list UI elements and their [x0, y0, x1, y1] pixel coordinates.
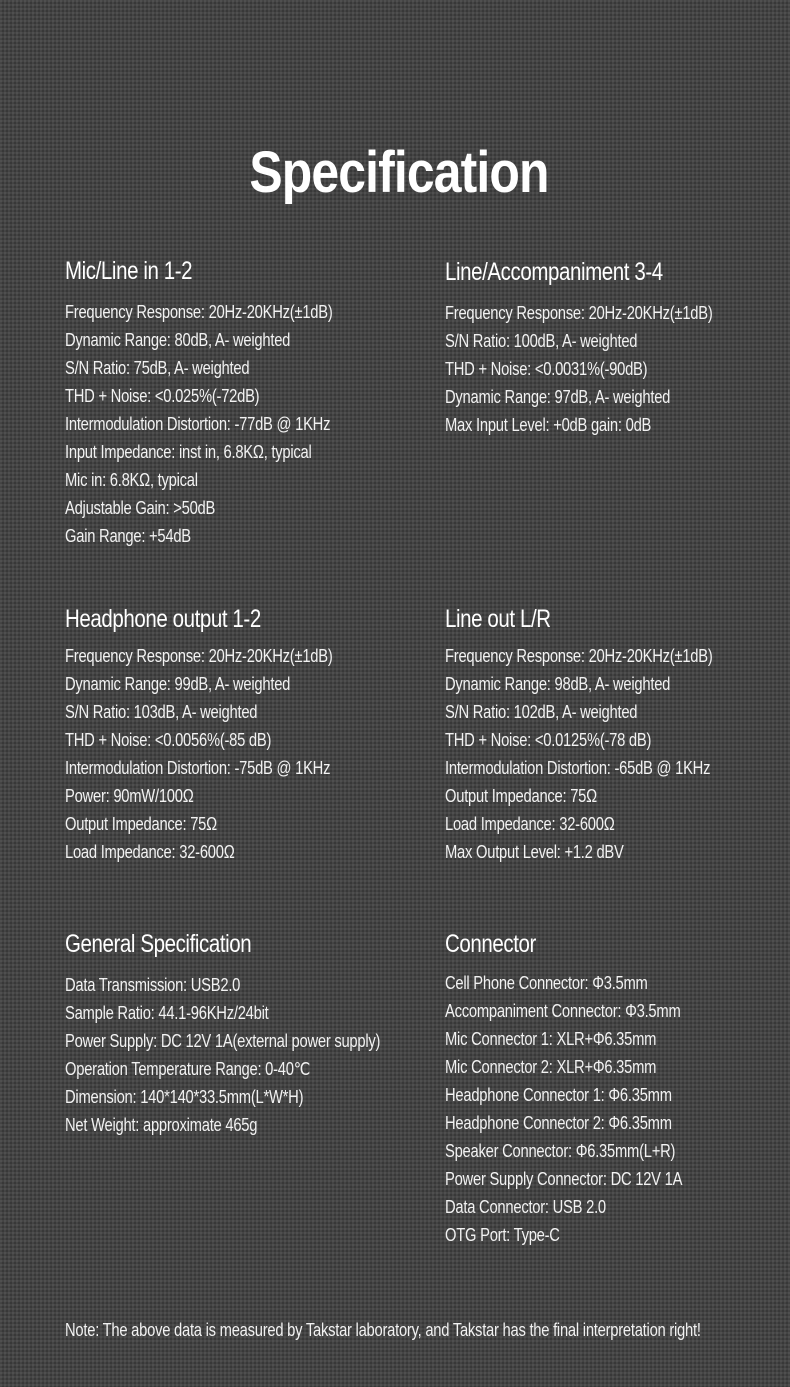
spec-item: Headphone Connector 2: Φ6.35mm	[445, 1113, 672, 1133]
spec-item: Dynamic Range: 97dB, A- weighted	[445, 387, 671, 407]
spec-item: Frequency Response: 20Hz-20KHz(±1dB)	[65, 646, 333, 666]
section-heading: General Specification	[65, 930, 252, 958]
spec-item: Data Connector: USB 2.0	[445, 1197, 606, 1217]
spec-list	[65, 642, 395, 866]
spec-item: Headphone Connector 1: Φ6.35mm	[445, 1085, 672, 1105]
spec-item: Operation Temperature Range: 0-40℃	[65, 1059, 311, 1079]
footnote: Note: The above data is measured by Takstar laboratory, and Takstar has the final interpretation right!	[65, 1320, 701, 1340]
spec-item: Dynamic Range: 99dB, A- weighted	[65, 674, 291, 694]
section-heading: Connector	[445, 930, 536, 958]
spec-item: Adjustable Gain: >50dB	[65, 498, 216, 518]
spec-item: Intermodulation Distortion: -65dB @ 1KHz	[445, 758, 711, 778]
spec-item: THD + Noise: <0.025%(-72dB)	[65, 386, 260, 406]
section-headphone-output	[65, 604, 395, 866]
spec-list	[65, 971, 395, 1139]
section-general	[65, 929, 395, 1139]
spec-item: Power: 90mW/100Ω	[65, 786, 194, 806]
spec-item: Dynamic Range: 80dB, A- weighted	[65, 330, 291, 350]
spec-list	[445, 969, 775, 1249]
spec-item: Intermodulation Distortion: -77dB @ 1KHz	[65, 414, 331, 434]
spec-item: Sample Ratio: 44.1-96KHz/24bit	[65, 1003, 269, 1023]
spec-item: Gain Range: +54dB	[65, 526, 191, 546]
spec-item: Speaker Connector: Φ6.35mm(L+R)	[445, 1141, 676, 1161]
page-title: Specification	[249, 139, 549, 205]
spec-item: THD + Noise: <0.0056%(-85 dB)	[65, 730, 272, 750]
spec-item: Frequency Response: 20Hz-20KHz(±1dB)	[445, 303, 713, 323]
spec-item: S/N Ratio: 103dB, A- weighted	[65, 702, 258, 722]
spec-item: Cell Phone Connector: Φ3.5mm	[445, 973, 648, 993]
section-line-accompaniment	[445, 257, 775, 439]
section-heading: Line/Accompaniment 3-4	[445, 258, 663, 286]
spec-item: S/N Ratio: 100dB, A- weighted	[445, 331, 638, 351]
spec-item: S/N Ratio: 102dB, A- weighted	[445, 702, 638, 722]
spec-item: Dynamic Range: 98dB, A- weighted	[445, 674, 671, 694]
spec-item: Frequency Response: 20Hz-20KHz(±1dB)	[445, 646, 713, 666]
spec-item: Output Impedance: 75Ω	[445, 786, 597, 806]
spec-list	[445, 299, 775, 439]
spec-item: OTG Port: Type-C	[445, 1225, 560, 1245]
spec-item: Max Output Level: +1.2 dBV	[445, 842, 624, 862]
spec-item: Load Impedance: 32-600Ω	[445, 814, 615, 834]
section-heading: Headphone output 1-2	[65, 605, 261, 633]
spec-item: Frequency Response: 20Hz-20KHz(±1dB)	[65, 302, 333, 322]
spec-item: Mic Connector 2: XLR+Φ6.35mm	[445, 1057, 657, 1077]
spec-item: Mic Connector 1: XLR+Φ6.35mm	[445, 1029, 657, 1049]
spec-item: Power Supply Connector: DC 12V 1A	[445, 1169, 683, 1189]
spec-item: S/N Ratio: 75dB, A- weighted	[65, 358, 250, 378]
spec-item: Load Impedance: 32-600Ω	[65, 842, 235, 862]
section-mic-line	[65, 256, 395, 550]
spec-item: Input Impedance: inst in, 6.8KΩ, typical	[65, 442, 312, 462]
spec-item: Max Input Level: +0dB gain: 0dB	[445, 415, 652, 435]
spec-item: Data Transmission: USB2.0	[65, 975, 241, 995]
spec-item: Accompaniment Connector: Φ3.5mm	[445, 1001, 681, 1021]
section-line-out	[445, 604, 775, 866]
spec-list	[65, 298, 395, 550]
section-heading: Line out L/R	[445, 605, 551, 633]
spec-item: Intermodulation Distortion: -75dB @ 1KHz	[65, 758, 331, 778]
spec-list	[445, 642, 775, 866]
spec-item: Net Weight: approximate 465g	[65, 1115, 258, 1135]
spec-item: Power Supply: DC 12V 1A(external power supply)	[65, 1031, 381, 1051]
section-connector	[445, 929, 775, 1249]
spec-item: THD + Noise: <0.0125%(-78 dB)	[445, 730, 652, 750]
spec-item: Dimension: 140*140*33.5mm(L*W*H)	[65, 1087, 304, 1107]
spec-item: Output Impedance: 75Ω	[65, 814, 217, 834]
spec-item: THD + Noise: <0.0031%(-90dB)	[445, 359, 648, 379]
section-heading: Mic/Line in 1-2	[65, 257, 193, 285]
spec-item: Mic in: 6.8KΩ, typical	[65, 470, 198, 490]
